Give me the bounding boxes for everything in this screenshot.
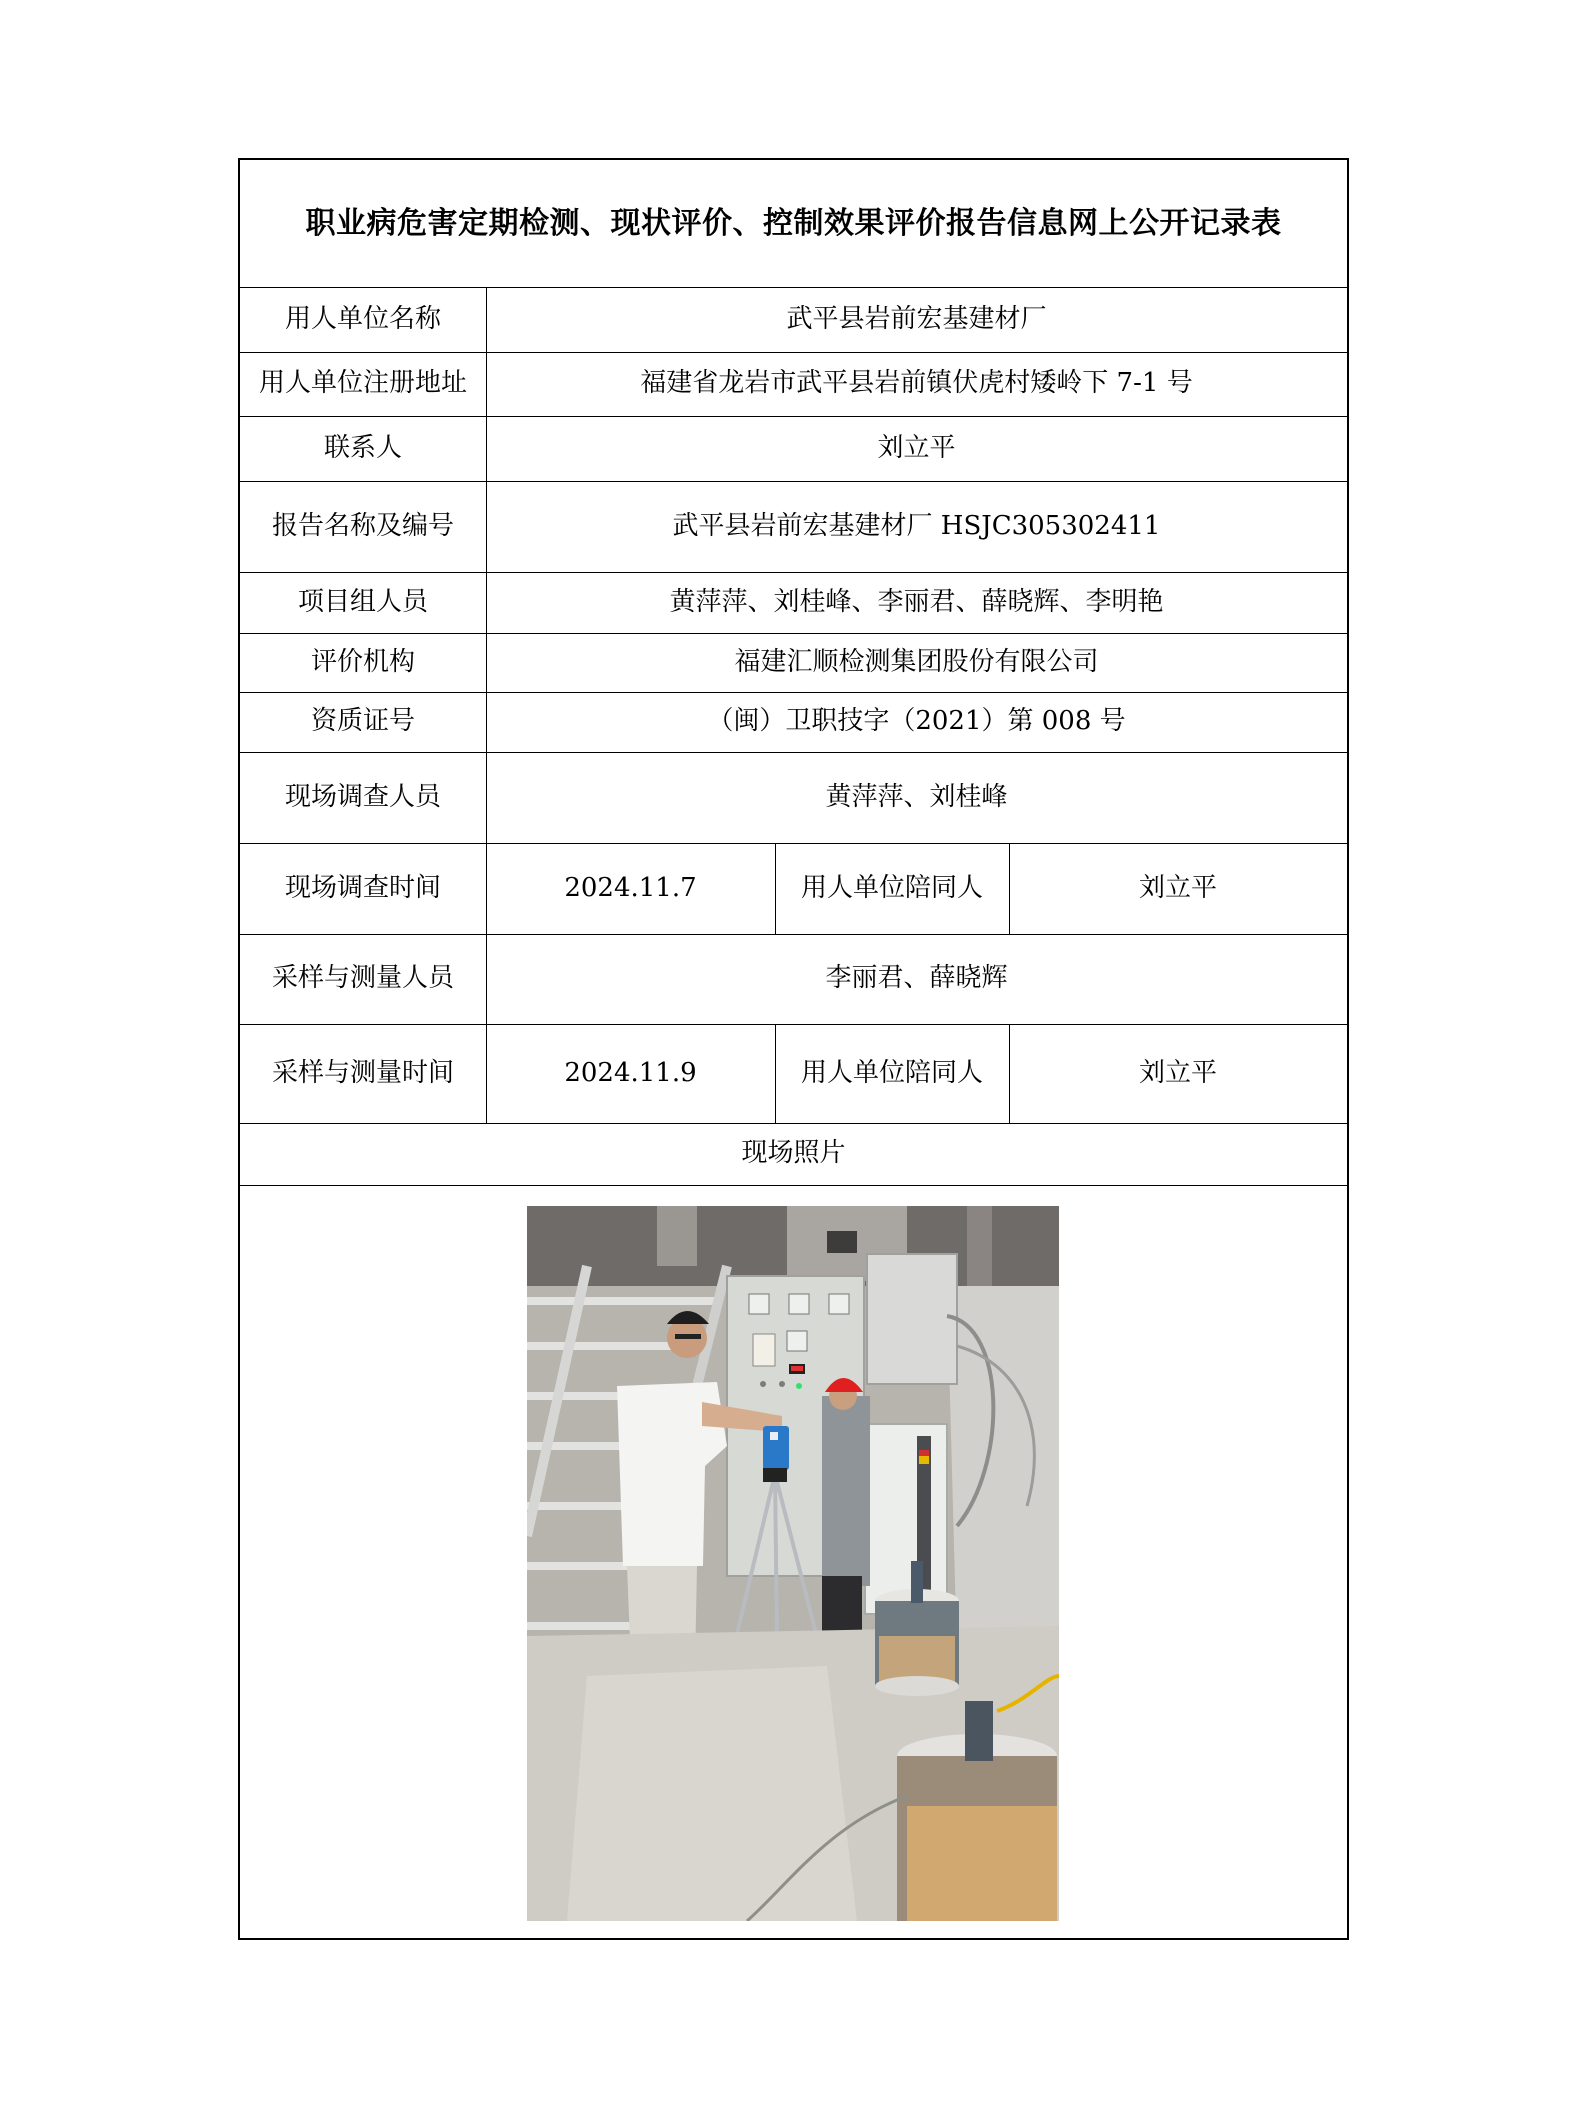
photo-section-label: 现场照片 bbox=[741, 1138, 846, 1169]
site-photo-illustration bbox=[527, 1206, 1059, 1921]
row-divider bbox=[240, 1185, 1347, 1186]
label-employer-name: 用人单位名称 bbox=[284, 303, 441, 334]
value-survey-companion: 刘立平 bbox=[1138, 872, 1217, 903]
value-qualification-number: （闽）卫职技字（2021）第 008 号 bbox=[707, 706, 1126, 737]
value-report-name-number: 武平县岩前宏基建材厂 HSJC305302411 bbox=[672, 510, 1161, 541]
value-contact-person: 刘立平 bbox=[877, 432, 956, 463]
label-registered-address: 用人单位注册地址 bbox=[258, 368, 467, 399]
value-evaluation-agency: 福建汇顺检测集团股份有限公司 bbox=[734, 646, 1099, 677]
value-sampling-staff: 李丽君、薛晓辉 bbox=[825, 963, 1008, 994]
label-sampling-time: 采样与测量时间 bbox=[271, 1057, 454, 1088]
value-sampling-time: 2024.11.9 bbox=[564, 1057, 697, 1088]
value-employer-name: 武平县岩前宏基建材厂 bbox=[786, 303, 1047, 334]
page-title: 职业病危害定期检测、现状评价、控制效果评价报告信息网上公开记录表 bbox=[305, 205, 1282, 241]
label-survey-time: 现场调查时间 bbox=[284, 872, 441, 903]
value-project-team: 黄萍萍、刘桂峰、李丽君、薛晓辉、李明艳 bbox=[669, 586, 1164, 617]
label-qualification-number: 资质证号 bbox=[310, 706, 415, 737]
label-sampling-companion: 用人单位陪同人 bbox=[800, 1057, 983, 1088]
label-sampling-staff: 采样与测量人员 bbox=[271, 963, 454, 994]
label-evaluation-agency: 评价机构 bbox=[310, 646, 415, 677]
value-survey-time: 2024.11.7 bbox=[564, 872, 697, 903]
value-registered-address: 福建省龙岩市武平县岩前镇伏虎村矮岭下 7-1 号 bbox=[640, 368, 1193, 399]
label-survey-companion: 用人单位陪同人 bbox=[800, 872, 983, 903]
label-contact-person: 联系人 bbox=[323, 432, 402, 463]
value-sampling-companion: 刘立平 bbox=[1138, 1057, 1217, 1088]
value-site-survey-staff: 黄萍萍、刘桂峰 bbox=[825, 781, 1008, 812]
label-site-survey-staff: 现场调查人员 bbox=[284, 781, 441, 812]
site-photo bbox=[527, 1206, 1059, 1921]
disclosure-record-table bbox=[238, 158, 1349, 1940]
label-project-team: 项目组人员 bbox=[297, 586, 428, 617]
label-report-name-number: 报告名称及编号 bbox=[271, 510, 454, 541]
